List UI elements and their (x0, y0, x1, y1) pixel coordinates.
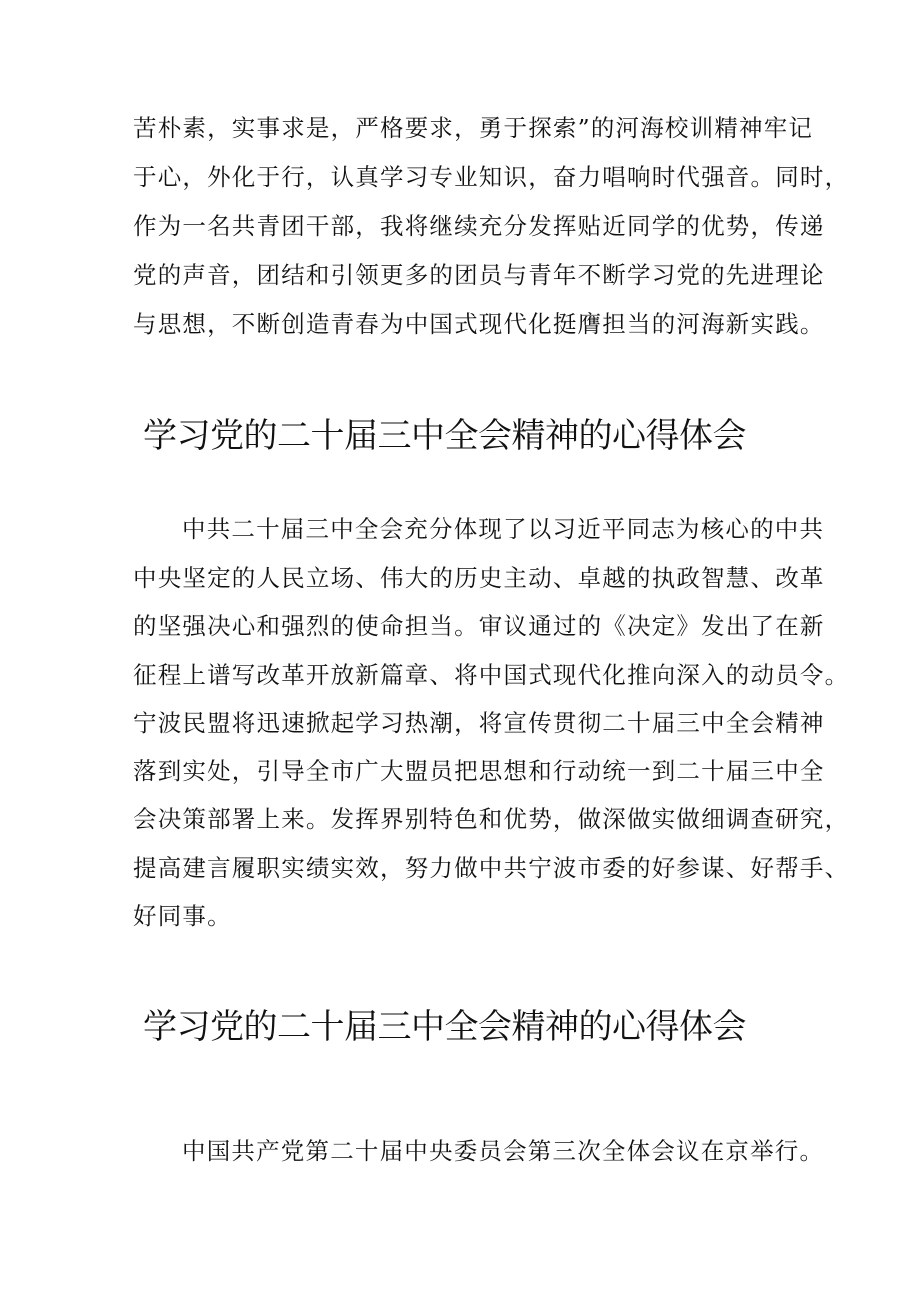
paragraph-line: 作为一名共青团干部，我将继续充分发挥贴近同学的优势，传递 (133, 212, 825, 240)
paragraph-line: 的坚强决心和强烈的使命担当。审议通过的《决定》发出了在新 (133, 612, 825, 640)
paragraph-line: 与思想，不断创造青春为中国式现代化挺膺担当的河海新实践。 (133, 310, 825, 338)
section-heading: 学习党的二十届三中全会精神的心得体会 (143, 1007, 746, 1047)
paragraph-line: 好同事。 (133, 902, 232, 930)
paragraph-line: 党的声音，团结和引领更多的团员与青年不断学习党的先进理论 (133, 261, 825, 289)
paragraph-line: 于心，外化于行，认真学习专业知识，奋力唱响时代强音。同时， (133, 163, 850, 191)
paragraph-line: 会决策部署上来。发挥界别特色和优势，做深做实做细调查研究， (133, 805, 850, 833)
paragraph-line: 苦朴素，实事求是，严格要求，勇于探索”的河海校训精神牢记 (133, 114, 814, 142)
paragraph-line: 中共二十届三中全会充分体现了以习近平同志为核心的中共 (182, 515, 825, 543)
paragraph-line: 落到实处，引导全市广大盟员把思想和行动统一到二十届三中全 (133, 757, 825, 785)
paragraph-line: 征程上谱写改革开放新篇章、将中国式现代化推向深入的动员令。 (133, 661, 850, 689)
paragraph-line: 中国共产党第二十届中央委员会第三次全体会议在京举行。 (182, 1137, 825, 1165)
paragraph-line: 中央坚定的人民立场、伟大的历史主动、卓越的执政智慧、改革 (133, 564, 825, 592)
paragraph-line: 提高建言履职实绩实效，努力做中共宁波市委的好参谋、好帮手、 (133, 854, 850, 882)
section-heading: 学习党的二十届三中全会精神的心得体会 (143, 416, 746, 456)
paragraph-line: 宁波民盟将迅速掀起学习热潮，将宣传贯彻二十届三中全会精神 (133, 709, 825, 737)
